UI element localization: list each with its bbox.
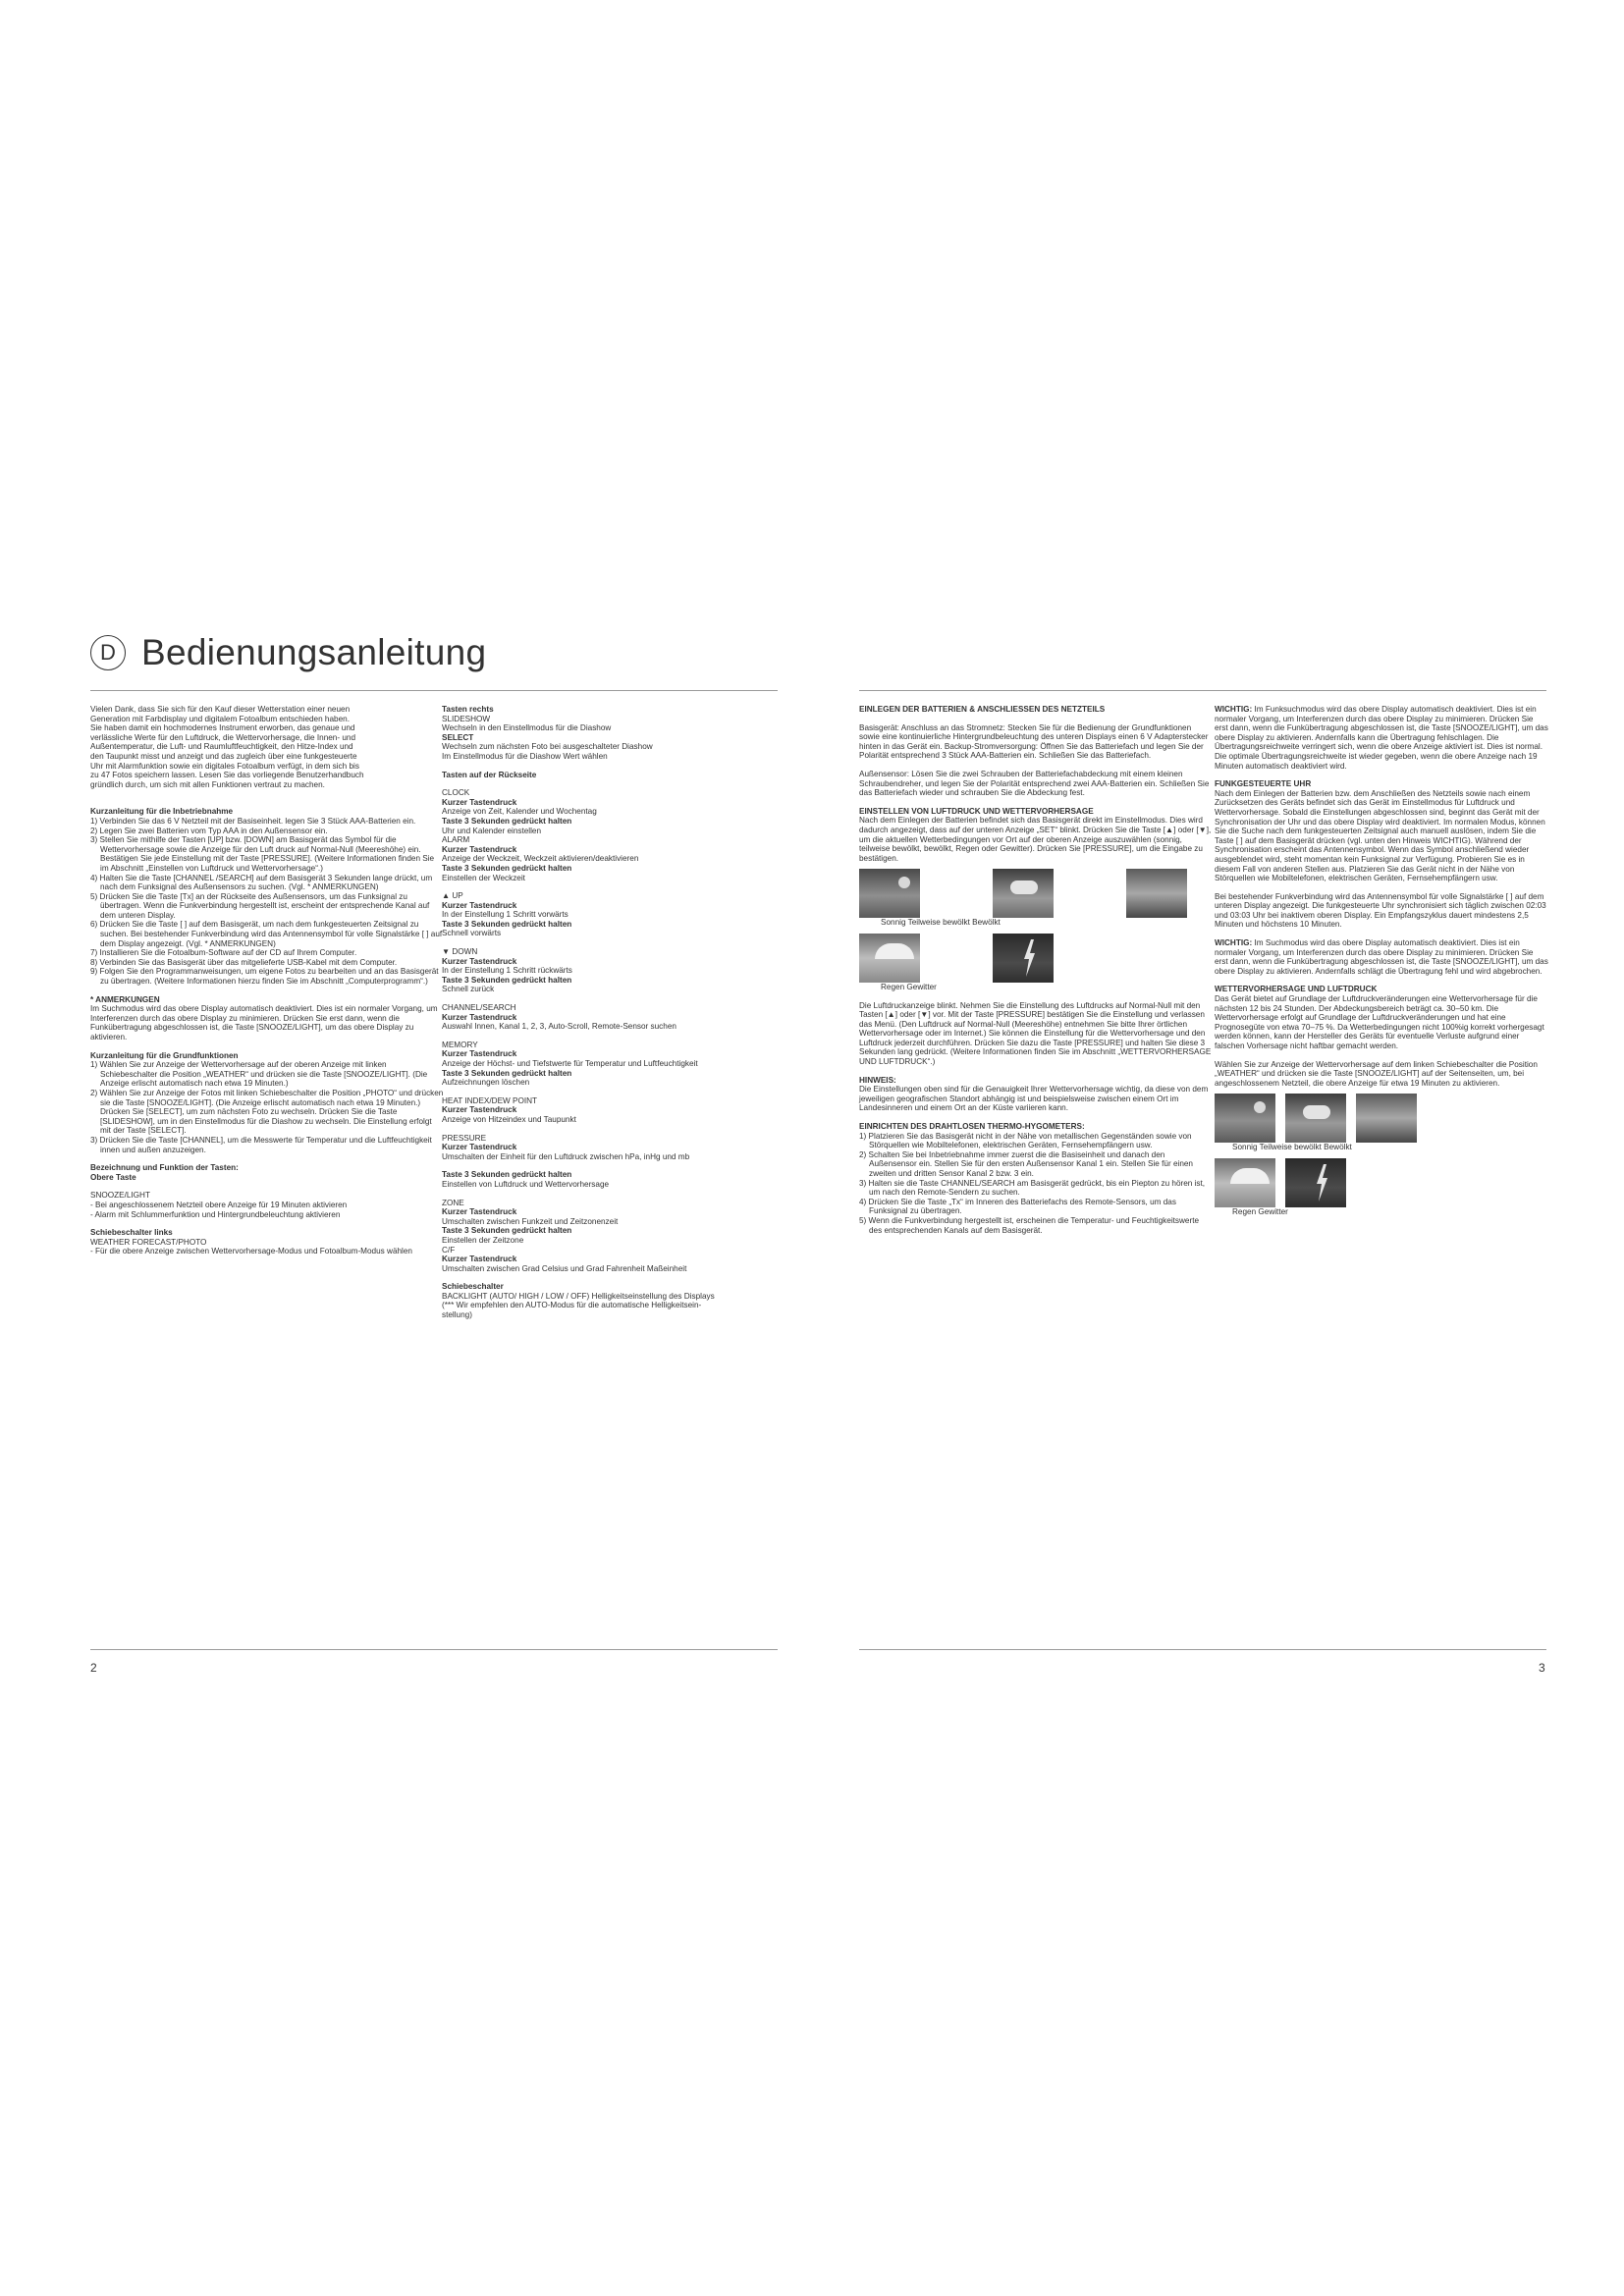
key-function-heading: Kurzer Tastendruck xyxy=(442,1255,517,1264)
quick-start-list xyxy=(90,817,444,987)
weather-caption-1: Sonnig Teilweise bewölkt Bewölkt xyxy=(881,918,1001,928)
intro-line: gründlich durch, um sich mit allen Funktionen vertraut zu machen. xyxy=(90,779,325,789)
basic-functions-list xyxy=(90,1060,444,1154)
partly-cloudy-image xyxy=(993,869,1054,918)
key-function-heading: Kurzer Tastendruck xyxy=(442,844,517,854)
key-function-text: CHANNEL/SEARCH xyxy=(442,1003,516,1013)
important-text-2: Im Suchmodus wird das obere Display automatisch deaktiviert. Dies ist ein normaler Vorgang, um Interferenzen durch das obere Display zu minimieren. Drücken Sie erst dann, wenn die Funkübertragung abgeschlossen ist, die Taste [SNOOZE/LIGHT], um das obere Display zu aktivieren. Andernfalls schlägt die Übertragung fehl und wird abgebrochen. xyxy=(1215,938,1548,976)
key-function-text: Schnell zurück xyxy=(442,985,495,994)
key-function-text: C/F xyxy=(442,1245,456,1255)
key-function-text: Einstellen von Luftdruck und Wettervorhersage xyxy=(442,1179,610,1189)
left-column-2 xyxy=(442,705,795,1320)
page-header xyxy=(90,632,486,673)
hint-text: Die Einstellungen oben sind für die Genauigkeit Ihrer Wettervorhersage wichtig, da diese von dem jeweiligen geografischen Standort abhängig ist und beispielsweise zwischen einem Ort im Landesinneren und einem Ort an der Küste variieren kann. xyxy=(859,1085,1209,1113)
weather-caption-4: Regen Gewitter xyxy=(1232,1206,1288,1216)
list-item: 2) Legen Sie zwei Batterien vom Typ AAA in den Außensensor ein. xyxy=(90,826,328,835)
list-item: 3) Stellen Sie mithilfe der Tasten [UP] bzw. [DOWN] am Basisgerät das Symbol für die Wettervorhersage sowie die Anzeige für den Luft druck auf Normal-Null (Meereshöhe) ein. Bestätigen Sie jede Einstellung mit der Taste [PRESSURE]. (Weitere Informationen finden Sie im Abschnitt „Einstellen von Luftdruck und Wettervorhersage“.) xyxy=(90,835,435,873)
key-function-heading: Taste 3 Sekunden gedrückt halten xyxy=(442,975,572,985)
pressure-heading: EINSTELLEN VON LUFTDRUCK UND WETTERVORHERSAGE xyxy=(859,806,1094,816)
snooze-label: SNOOZE/LIGHT xyxy=(90,1191,150,1201)
lightning-icon xyxy=(1022,939,1036,977)
key-function-text: Uhr und Kalender einstellen xyxy=(442,826,542,835)
page-number: 3 xyxy=(1539,1661,1545,1675)
lightning-icon xyxy=(1315,1164,1328,1201)
snooze-line: - Bei angeschlossenem Netzteil obere Anzeige für 19 Minuten aktivieren xyxy=(90,1200,348,1209)
important-text: Im Funksuchmodus wird das obere Display automatisch deaktiviert. Dies ist ein normaler Vorgang, um Interferenzen durch das obere Display zu minimieren. Drücken Sie erst dann, wenn die Funkübertragung abgeschlossen ist, die Taste [SNOOZE/LIGHT], um das obere Display zu aktivieren. Andernfalls kann die Übertragung fehlschlagen. Die Übertragungsreichweite verringert sich, wenn die obere Anzeige aktiviert ist. Dies ist normal. Die optimale Übertragungsreichweite ist wieder gegeben, wenn die obere Anzeige nach 19 Minuten automatisch deaktiviert wird. xyxy=(1215,705,1548,771)
radio-clock-heading: FUNKGESTEUERTE UHR xyxy=(1215,779,1312,789)
quick-start-heading: Kurzanleitung für die Inbetriebnahme xyxy=(90,807,234,817)
key-function-text: Aufzeichnungen löschen xyxy=(442,1078,530,1088)
key-function-heading: Kurzer Tastendruck xyxy=(442,1143,517,1152)
important-label: WICHTIG: xyxy=(1215,705,1253,714)
weather-images-row-3 xyxy=(1215,1094,1548,1143)
key-function-text: Anzeige von Zeit, Kalender und Wochentag xyxy=(442,807,597,817)
forecast-text: Das Gerät bietet auf Grundlage der Luftdruckveränderungen eine Wettervorhersage für die nächsten 12 bis 24 Stunden. Der Abdeckungsbereich beträgt ca. 30–50 km. Die Wettervorhersage erfolgt auf Grundlage der Luftdruckveränderungen und hat eine Prognosegüte von etwa 70–75 %. Da Wetterbedingungen nicht 100%ig korrekt vorhergesagt werden können, kann der Hersteller des Geräts für eventuelle Verluste aufgrund einer falschen Vorhersage nicht haftbar gemacht werden. xyxy=(1215,994,1544,1050)
key-function-text: PRESSURE xyxy=(442,1133,487,1143)
key-function-text: MEMORY xyxy=(442,1040,478,1049)
left-column-1 xyxy=(90,705,444,1256)
radio-clock-text: Nach dem Einlegen der Batterien bzw. dem Anschließen des Netzteils sowie nach einem Zurücksetzen des Geräts befindet sich das Gerät im Einstellmodus für Luftdruck und Wettervorhersage. Sobald die Einstellungen abgeschlossen sind, beginnt das Gerät mit der Synchronisation der Uhr und das obere Display wird deaktiviert. Im normalen Modus, können Sie die Suche nach dem funkgesteuerten Zeitsignal auch manuell auslösen, indem Sie die Taste [ ] auf dem Basisgerät drücken (vgl. unten den Hinweis WICHTIG). Während der Synchronisation erscheint das Antennensymbol. Wenn das Symbol anschließend wieder ausgeblendet wird, steht momentan kein Funksignal zur Verfügung. Probieren Sie es in diesem Fall von anderen Stellen aus. Platzieren Sie das Gerät nicht in der Nähe von Störquellen wie Mobiltelefonen, elektrischen Geräten, Fernsehempfängern usw. xyxy=(1215,788,1545,883)
intro-line: zu 47 Fotos speichern lassen. Lesen Sie das vorliegende Benutzerhandbuch xyxy=(90,771,364,780)
slide-switch-heading: Schiebeschalter links xyxy=(90,1228,173,1238)
key-function-text: Anzeige der Weckzeit, Weckzeit aktivieren/deaktivieren xyxy=(442,854,639,864)
key-function-text: stellung) xyxy=(442,1310,472,1320)
keys-heading: Bezeichnung und Funktion der Tasten: xyxy=(90,1163,239,1173)
list-item: 2) Wählen Sie zur Anzeige der Fotos mit linken Schiebeschalter die Position „PHOTO“ und drücken sie die Taste [SNOOZE/LIGHT]. (Die Anzeige erlischt automatisch nach etwa 19 Minuten.) Drücken Sie [SELECT], um zum nächsten Foto zu wechseln. Drücken Sie die Taste [SLIDESHOW], um in den Einstellmodus für die Diashow zu wechseln. Die Einstellung erfolgt mit der Taste [SELECT]. xyxy=(90,1088,444,1136)
key-function-heading: Taste 3 Sekunden gedrückt halten xyxy=(442,1068,572,1078)
footer-rule xyxy=(90,1649,778,1650)
key-function-text: (*** Wir empfehlen den AUTO-Modus für die automatische Helligkeitsein- xyxy=(442,1301,702,1310)
partly-cloudy-image xyxy=(1285,1094,1346,1143)
slide-switch-text: - Für die obere Anzeige zwischen Wettervorhersage-Modus und Fotoalbum-Modus wählen xyxy=(90,1247,412,1256)
list-item: 8) Verbinden Sie das Basisgerät über das mitgelieferte USB-Kabel mit dem Computer. xyxy=(90,957,398,967)
key-function-text: In der Einstellung 1 Schritt vorwärts xyxy=(442,910,568,920)
intro-line: den Taupunkt misst und anzeigt und das zugleich über eine funkgesteuerte xyxy=(90,751,357,761)
pressure-text-2: Die Luftdruckanzeige blinkt. Nehmen Sie die Einstellung des Luftdrucks auf Normal-Null mit den Tasten [▲] oder [▼] vor. Mit der Taste [PRESSURE] bestätigen Sie die Einstellung und verlassen das Menü. (Den Luftdruck auf Normal-Null (Meereshöhe) entnehmen Sie bitte Ihrer örtlichen Wettervorhersage oder im Internet.) Sie können die Einstellung für die Wettervorhersage und den Luftdruck jederzeit durchführen. Drücken Sie dazu die Taste [PRESSURE] und halten Sie diese 3 Sekunden lang gedrückt. (Weitere Informationen finden Sie im Abschnitt „WETTERVORHERSAGE UND LUFTDRUCK“.) xyxy=(859,1000,1212,1067)
key-function-text: Wechseln in den Einstellmodus für die Diashow xyxy=(442,723,612,733)
weather-images-row-4 xyxy=(1215,1158,1548,1207)
pressure-text: Nach dem Einlegen der Batterien befindet sich das Basisgerät direkt im Einstellmodus. Dies wird dadurch angezeigt, dass auf der unteren Anzeige „SET“ blinkt. Drücken Sie die Taste [▲] oder [▼], um die aktuellen Wetterbedingungen vor Ort auf der oberen Anzeige auszuwählen (sonnig, teilweise bewölkt, bewölkt, Regen oder Gewitter). Drücken Sie [PRESSURE], um die Eingabe zu bestätigen. xyxy=(859,816,1212,863)
top-key-heading: Obere Taste xyxy=(90,1172,136,1182)
list-item: 7) Installieren Sie die Fotoalbum-Software auf der CD auf Ihrem Computer. xyxy=(90,948,357,958)
list-item: 5) Drücken Sie die Taste [Tx] an der Rückseite des Außensensors, um das Funksignal zu übertragen. Wenn die Funkverbindung hergestellt ist, erscheint der entsprechende Kanal auf dem unteren Display. xyxy=(90,891,430,920)
hint-heading: HINWEIS: xyxy=(859,1075,896,1085)
rain-image xyxy=(1215,1158,1275,1207)
key-function-heading: Schiebeschalter xyxy=(442,1282,504,1292)
key-function-text: ALARM xyxy=(442,835,470,845)
sunny-image xyxy=(1215,1094,1275,1143)
cloudy-image xyxy=(1126,869,1187,918)
key-function-heading: Taste 3 Sekunden gedrückt halten xyxy=(442,816,572,826)
key-function-heading: Kurzer Tastendruck xyxy=(442,797,517,807)
key-function-text: ▼ DOWN xyxy=(442,947,478,957)
weather-caption-2: Regen Gewitter xyxy=(881,982,937,991)
radio-clock-text-2: Bei bestehender Funkverbindung wird das Antennensymbol für volle Signalstärke [ ] auf dem unteren Display angezeigt. Die funkgesteuerte Uhr synchronisiert sich täglich zwischen 02:03 und 03:03 Uhr bei inaktivem oberen Display. Ein Empfangszyklus dauert mindestens 2,5 Minuten und höchstens 10 Minuten. xyxy=(1215,891,1546,930)
key-function-text: Wechseln zum nächsten Foto bei ausgeschalteter Diashow xyxy=(442,742,653,752)
list-item: 1) Platzieren Sie das Basisgerät nicht in der Nähe von metallischen Gegenständen sowie von Störquellen wie Mobiltelefonen, elektrischen Geräten, Fernsehempfängern usw. xyxy=(859,1131,1192,1150)
key-function-heading: Tasten rechts xyxy=(442,705,494,714)
intro-line: Generation mit Farbdisplay und digitalem Fotoalbum entschieden haben. xyxy=(90,714,350,723)
thermo-list xyxy=(859,1132,1213,1236)
key-function-heading: Kurzer Tastendruck xyxy=(442,900,517,910)
footer-rule xyxy=(859,1649,1546,1650)
key-function-text: ▲ UP xyxy=(442,891,463,901)
page-number: 2 xyxy=(90,1661,97,1675)
rain-image xyxy=(859,934,920,983)
list-item: 3) Drücken Sie die Taste [CHANNEL], um die Messwerte für Temperatur und die Luftfeuchtigkeit innen und außen anzuzeigen. xyxy=(90,1135,432,1154)
list-item: 4) Drücken Sie die Taste „Tx“ im Inneren des Batteriefachs des Remote-Sensors, um das Funksignal zu übertragen. xyxy=(859,1197,1176,1216)
language-badge: D xyxy=(90,635,126,670)
header-rule xyxy=(859,690,1546,691)
intro-text xyxy=(90,705,444,789)
key-function-text: Schnell vorwärts xyxy=(442,929,502,938)
key-function-heading: Kurzer Tastendruck xyxy=(442,956,517,966)
weather-images-row-1 xyxy=(859,869,1213,918)
batteries-sensor-text: Außensensor: Lösen Sie die zwei Schrauben der Batteriefachabdeckung mit einem kleinen Schraubendreher, und legen Sie der Polarität entsprechend zwei AAA-Batterien ein. Schließen Sie das Batteriefach wieder und schrauben Sie die Abdeckung fest. xyxy=(859,769,1210,798)
list-item: 1) Verbinden Sie das 6 V Netzteil mit der Basiseinheit. legen Sie 3 Stück AAA-Batterien ein. xyxy=(90,816,416,826)
right-column-1 xyxy=(859,705,1213,1235)
key-function-text: Auswahl Innen, Kanal 1, 2, 3, Auto-Scroll, Remote-Sensor suchen xyxy=(442,1022,677,1032)
list-item: 6) Drücken Sie die Taste [ ] auf dem Basisgerät, um nach dem funkgesteuerten Zeitsignal zu suchen. Bei bestehender Funkverbindung wird das Antennensymbol für volle Signalstärke [ ] auf dem Display angezeigt. (Vgl. * ANMERKUNGEN) xyxy=(90,920,443,948)
key-function-text: Im Einstellmodus für die Diashow Wert wählen xyxy=(442,751,608,761)
notes-heading: * ANMERKUNGEN xyxy=(90,994,160,1004)
basic-functions-heading: Kurzanleitung für die Grundfunktionen xyxy=(90,1050,239,1060)
key-function-heading: Kurzer Tastendruck xyxy=(442,1049,517,1059)
key-function-heading: Taste 3 Sekunden gedrückt halten xyxy=(442,1226,572,1236)
storm-image xyxy=(1285,1158,1346,1207)
list-item: 4) Halten Sie die Taste [CHANNEL /SEARCH] auf dem Basisgerät 3 Sekunden lange drückt, um nach dem Funksignal des Außensensors zu suchen. (Vgl. * ANMERKUNGEN) xyxy=(90,873,433,892)
key-function-text: Umschalten zwischen Grad Celsius und Grad Fahrenheit Maßeinheit xyxy=(442,1263,687,1273)
key-function-text: Umschalten der Einheit für den Luftdruck zwischen hPa, inHg und mb xyxy=(442,1151,690,1161)
key-function-text: Anzeige der Höchst- und Tiefstwerte für Temperatur und Luftfeuchtigkeit xyxy=(442,1059,698,1068)
key-function-text: ZONE xyxy=(442,1198,464,1207)
list-item: 1) Wählen Sie zur Anzeige der Wettervorhersage auf der oberen Anzeige mit linken Schiebeschalter die Position „WEATHER“ und drücken sie die Taste [SNOOZE/LIGHT]. (Die Anzeige erlischt automatisch nach etwa 19 Minuten.) xyxy=(90,1060,428,1089)
key-function-heading: Taste 3 Sekunden gedrückt halten xyxy=(442,1170,572,1180)
header-rule xyxy=(90,690,778,691)
forecast-text-2: Wählen Sie zur Anzeige der Wettervorhersage auf dem linken Schiebeschalter die Position „WEATHER“ und drücken sie die Taste [SNOOZE/LIGHT] auf der Seitenseiten, um, bei angeschlossenem Netzteil, die obere Anzeige für etwa 19 Minuten zu aktivieren. xyxy=(1215,1059,1538,1088)
key-function-heading: Kurzer Tastendruck xyxy=(442,1207,517,1217)
list-item: 9) Folgen Sie den Programmanweisungen, um eigene Fotos zu bearbeiten und an das Basisgerät zu übertragen. (Weitere Informationen hierzu finden Sie im Abschnitt „Computerprogramm“.) xyxy=(90,967,439,987)
page-title: Bedienungsanleitung xyxy=(141,632,487,672)
list-item: 5) Wenn die Funkverbindung hergestellt ist, erscheinen die Temperatur- und Feuchtigkeitswerte des entsprechenden Kanals auf dem Basisgerät. xyxy=(859,1215,1200,1235)
list-item: 3) Halten sie die Taste CHANNEL/SEARCH am Basisgerät gedrückt, bis ein Piepton zu hören ist, um nach den Remote-Sendern zu suchen. xyxy=(859,1178,1206,1198)
key-function-heading: Taste 3 Sekunden gedrückt halten xyxy=(442,863,572,873)
key-function-text: HEAT INDEX/DEW POINT xyxy=(442,1095,538,1105)
sunny-image xyxy=(859,869,920,918)
cloudy-image xyxy=(1356,1094,1417,1143)
slide-switch-label: WEATHER FORECAST/PHOTO xyxy=(90,1237,207,1247)
key-function-text: SLIDESHOW xyxy=(442,714,491,723)
storm-image xyxy=(993,934,1054,983)
key-function-text: Anzeige von Hitzeindex und Taupunkt xyxy=(442,1114,576,1124)
right-column-2 xyxy=(1215,705,1548,1217)
notes-text: Im Suchmodus wird das obere Display automatisch deaktiviert. Dies ist ein normaler Vorgang, um Interferenzen durch das obere Display zu minimieren. Drücken Sie erst dann, wenn die Funkübertragung abgeschlossen ist, die Taste [SNOOZE/LIGHT], um das obere Display zu aktivieren. xyxy=(90,1004,438,1041)
key-function-heading: Kurzer Tastendruck xyxy=(442,1105,517,1115)
key-function-heading: Tasten auf der Rückseite xyxy=(442,770,537,779)
intro-line: Uhr mit Alarmfunktion sowie ein digitales Fotoalbum verfügt, in dem sich bis xyxy=(90,761,359,771)
key-function-text: Umschalten zwischen Funkzeit und Zeitzonenzeit xyxy=(442,1216,619,1226)
snooze-line: - Alarm mit Schlummerfunktion und Hintergrundbeleuchtung aktivieren xyxy=(90,1209,341,1219)
intro-line: Vielen Dank, dass Sie sich für den Kauf dieser Wetterstation einer neuen xyxy=(90,705,351,714)
batteries-heading: EINLEGEN DER BATTERIEN & ANSCHLIESSEN DES NETZTEILS xyxy=(859,705,1106,714)
key-function-heading: Taste 3 Sekunden gedrückt halten xyxy=(442,919,572,929)
intro-line: Sie haben damit ein hochmodernes Instrument erworben, das genaue und xyxy=(90,723,355,733)
key-function-text: Einstellen der Weckzeit xyxy=(442,873,525,882)
list-item: 2) Schalten Sie bei Inbetriebnahme immer zuerst die die Basiseinheit und danach den Außensensor ein. Stellen Sie für den ersten Außensensor Kanal 1 ein. Stellen Sie für einen zweiten und dritten Sensor Kanal 2 bzw. 3 ein. xyxy=(859,1149,1193,1178)
forecast-heading: WETTERVORHERSAGE UND LUFTDRUCK xyxy=(1215,985,1378,994)
key-function-heading: Kurzer Tastendruck xyxy=(442,1012,517,1022)
weather-caption-3: Sonnig Teilweise bewölkt Bewölkt xyxy=(1232,1143,1352,1152)
key-function-text: In der Einstellung 1 Schritt rückwärts xyxy=(442,966,572,976)
thermo-heading: EINRICHTEN DES DRAHTLOSEN THERMO-HYGOMETERS: xyxy=(859,1122,1085,1132)
key-function-heading: SELECT xyxy=(442,732,474,742)
batteries-base-text: Basisgerät: Anschluss an das Stromnetz: Stecken Sie für die Bedienung der Grundfunktionen sowie eine kontinuierliche Hintergrundbeleuchtung des unteren Displays einen 6 V Adapterstecker hinten in das Gerät ein. Backup-Stromversorgung: Öffnen Sie das Batteriefach und legen Sie der Polarität entsprechend 3 Stück AAA-Batterien ein. Schließen Sie das Batteriefach. xyxy=(859,722,1209,761)
intro-line: verlässliche Werte für den Luftdruck, die Wettervorhersage, die Innen- und xyxy=(90,732,356,742)
important-label: WICHTIG: xyxy=(1215,938,1253,948)
key-function-text: BACKLIGHT (AUTO/ HIGH / LOW / OFF) Helligkeitseinstellung des Displays xyxy=(442,1291,715,1301)
weather-images-row-2 xyxy=(859,934,1213,983)
key-function-text: CLOCK xyxy=(442,788,470,798)
key-function-text: Einstellen der Zeitzone xyxy=(442,1235,524,1245)
intro-line: Außentemperatur, die Luft- und Raumluftfeuchtigkeit, den Hitze-Index und xyxy=(90,742,353,752)
